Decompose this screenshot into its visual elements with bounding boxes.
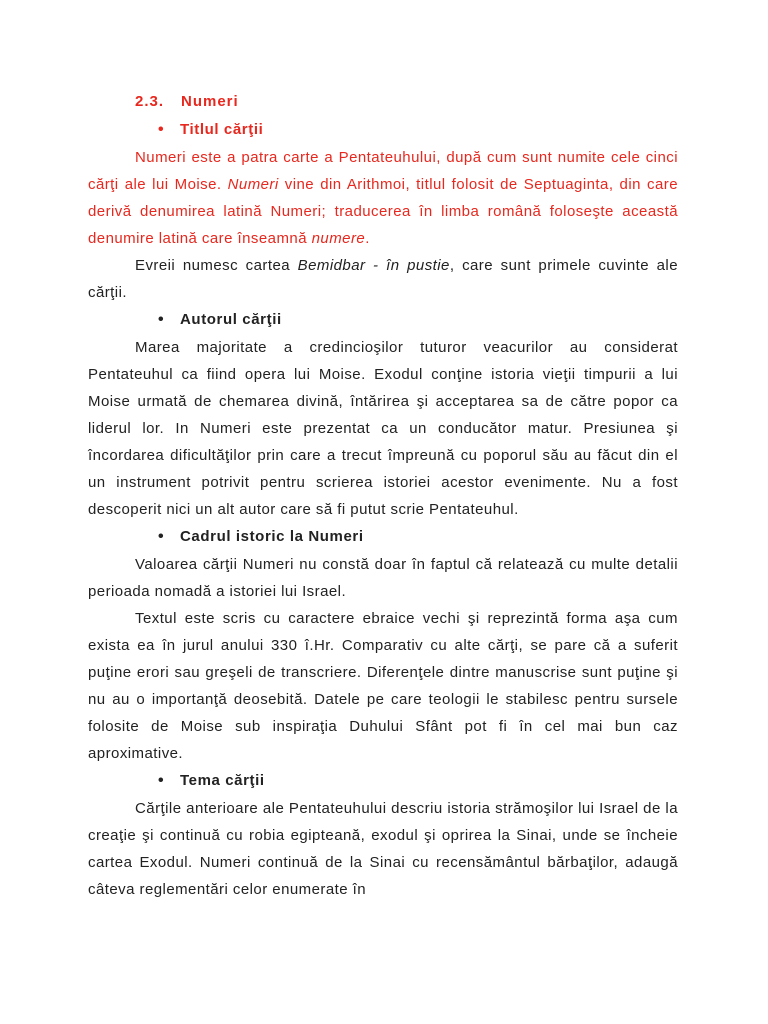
bullet-dot-icon: •	[158, 311, 165, 328]
italic-run: Bemidbar - în pustie	[297, 257, 450, 274]
bullet-title-autorul	[158, 306, 678, 334]
text-run: Evreii numesc cartea	[135, 257, 298, 274]
text-run: Numeri este a patra carte a Pentateuhului, după cum sunt numite cele cinci cărţi ale lui Moise.	[88, 149, 678, 193]
document-page	[88, 88, 678, 903]
paragraph-cadrul-1: Valoarea cărţii Numeri nu constă doar în faptul că relatează cu multe detalii perioada nomadă a istoriei lui Israel.	[88, 556, 678, 600]
bullet-label: Autorul cărţii	[180, 311, 282, 328]
bullet-label: Cadrul istoric la Numeri	[180, 528, 364, 545]
paragraph-tema: Cărţile anterioare ale Pentateuhului descriu istoria strămoşilor lui Israel de la creaţie şi continuă cu robia egipteană, exodul şi oprirea la Sinai, unde se încheie cartea Exodul. Numeri continuă de la Sinai cu recensământul bărbaţilor, adaugă câteva reglementări celor enumerate în	[88, 800, 678, 898]
italic-run: numere	[311, 230, 366, 247]
section-heading	[135, 88, 678, 116]
paragraph-autorul: Marea majoritate a credincioşilor tuturor veacurilor au considerat Pentateuhul ca fiind opera lui Moise. Exodul conţine istoria vieţii timpurii a lui Moise urmată de chemarea divină, întărirea şi acceptarea sa de către popor ca liderul lor. In Numeri este prezentat ca un conducător matur. Presiunea şi încordarea dificultăţilor prin care a trecut împreună cu poporul său au făcut din el un instrument potrivit pentru scrierea istoriei acestor evenimente. Nu a fost descoperit nici un alt autor care să fi putut scrie Pentateuhul.	[88, 339, 678, 518]
bullet-label: Tema cărţii	[180, 772, 265, 789]
bullet-title-cadrul	[158, 523, 678, 551]
italic-run: Numeri	[227, 176, 279, 193]
paragraph-cadrul-2: Textul este scris cu caractere ebraice vechi şi reprezintă forma aşa cum exista ea în jurul anului 330 î.Hr. Comparativ cu alte cărţi, se pare că a suferit puţine erori sau greşeli de transcriere. Diferenţele dintre manuscrise sunt puţine şi nu au o importanţă deosebită. Datele pe care teologii le stabilesc pentru sursele folosite de Moise sub inspiraţia Duhului Sfânt pot fi în cel mai bun caz aproximative.	[88, 610, 678, 762]
section-number: 2.3.	[135, 93, 165, 110]
bullet-dot-icon: •	[158, 528, 165, 545]
paragraph-titlul-2	[88, 252, 678, 306]
text-run: .	[365, 230, 370, 247]
paragraph-titlul-1	[88, 144, 678, 252]
bullet-dot-icon: •	[158, 772, 165, 789]
bullet-title-titlul	[158, 116, 678, 144]
bullet-title-tema	[158, 767, 678, 795]
text-run: vine din Arithmoi, titlul folosit de Septuaginta, din care derivă denumirea latină Numeri; traducerea în limba română foloseşte această denumire latină care înseamnă	[88, 176, 678, 247]
bullet-label: Titlul cărţii	[180, 121, 264, 138]
bullet-dot-icon: •	[158, 121, 165, 138]
section-title: Numeri	[181, 93, 239, 110]
text-run: , care sunt primele cuvinte ale cărţii.	[88, 257, 678, 301]
